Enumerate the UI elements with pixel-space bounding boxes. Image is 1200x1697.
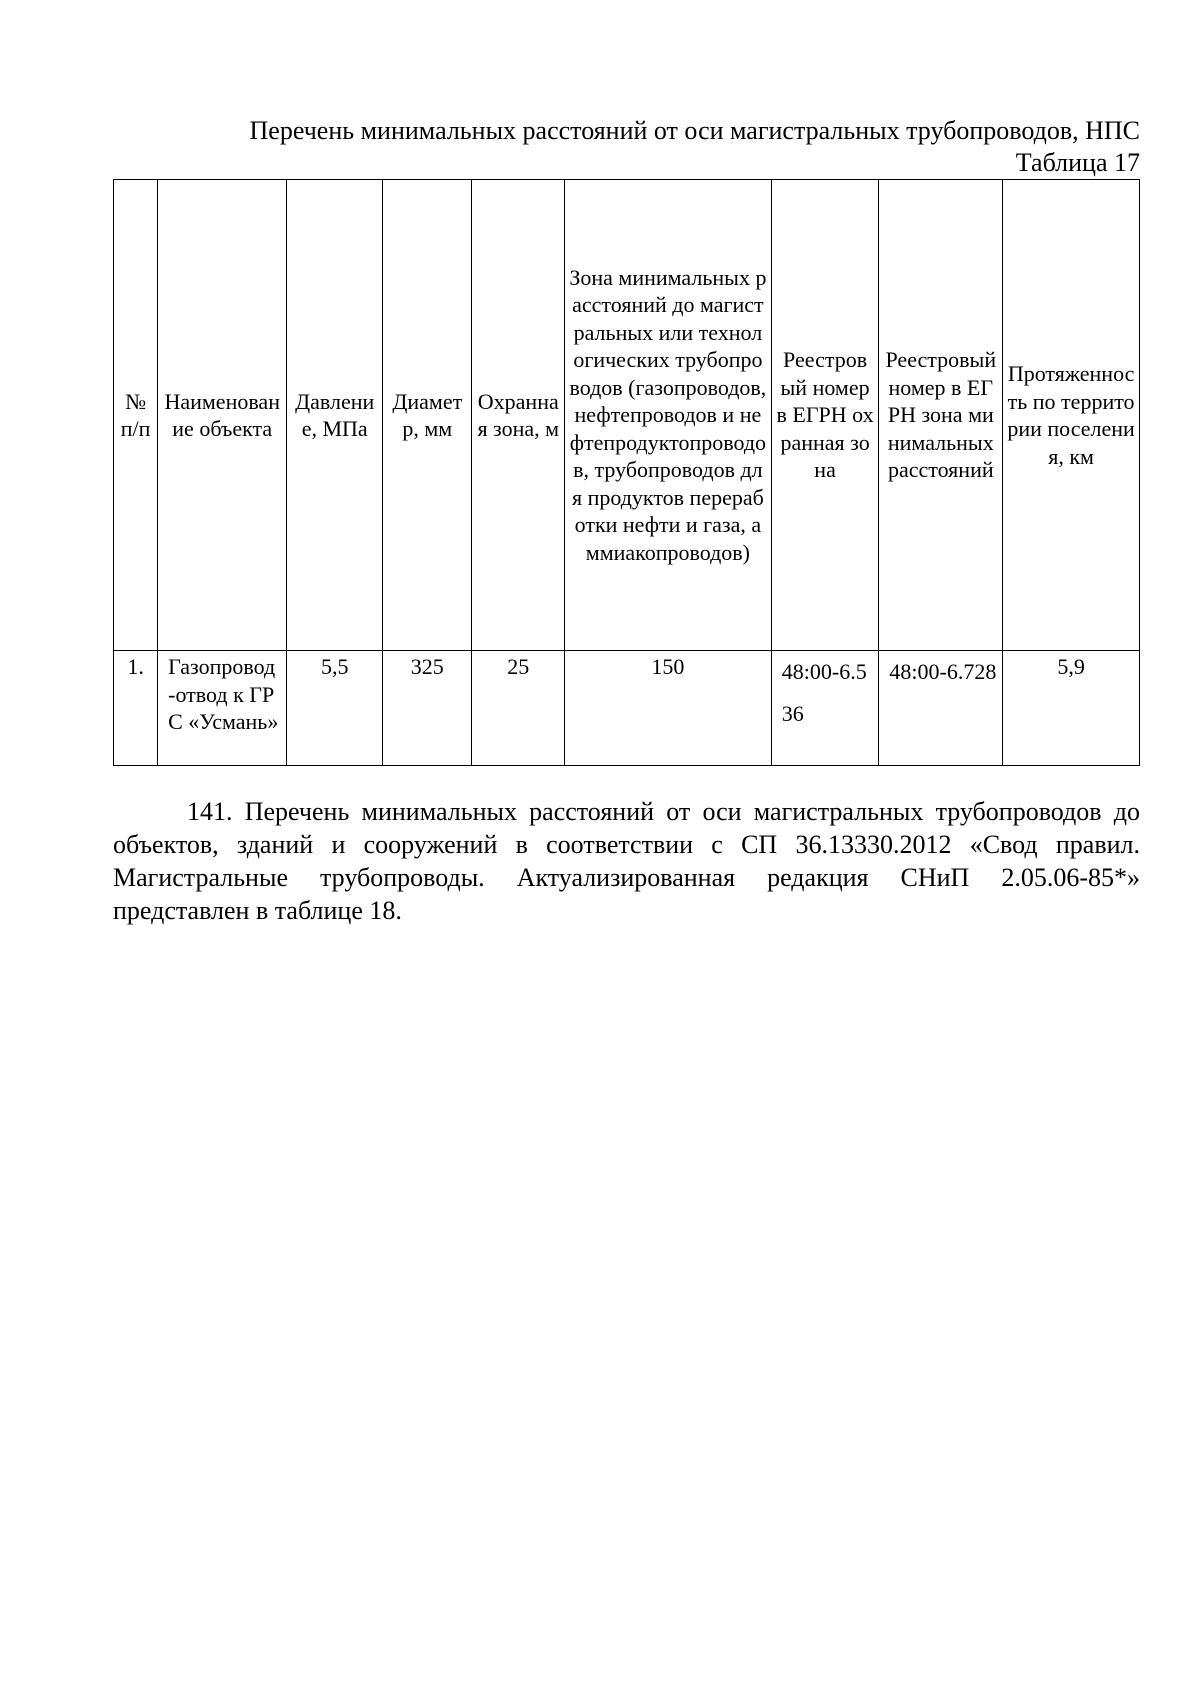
body-paragraph: 141. Перечень минимальных расстояний от оси магистральных трубопроводов до объектов, зданий и сооружений в соответствии с СП 36.13330.2012 «Свод правил. Магистральные трубопроводы. Актуализированная редакция СНиП 2.05.06-85*» представлен в таблице 18. [113, 797, 1140, 925]
cell-protection-zone: 25 [472, 651, 565, 766]
header-protection-zone: Охранная зона, м [472, 180, 565, 651]
header-length: Протяженность по территории поселения, км [1003, 180, 1140, 651]
pipelines-table [113, 179, 1140, 766]
header-name: Наименование объекта [158, 180, 287, 651]
cell-registry-protection: 48:00-6.536 [771, 651, 879, 766]
table-number: Таблица 17 [1015, 148, 1140, 177]
header-num: № п/п [114, 180, 158, 651]
cell-num: 1. [114, 651, 158, 766]
cell-diameter: 325 [383, 651, 472, 766]
header-diameter: Диаметр, мм [383, 180, 472, 651]
cell-min-distance-zone: 150 [565, 651, 772, 766]
header-min-distance-zone: Зона минимальных расстояний до магистральных или технологических трубопроводов (газопроводов, нефтепроводов и нефтепродуктопроводов, трубопроводов для продуктов переработки нефти и газа, аммиакопроводов) [565, 180, 772, 651]
header-pressure: Давление, МПа [287, 180, 383, 651]
table-row [114, 651, 1140, 766]
table-header-row [114, 180, 1140, 651]
cell-pressure: 5,5 [287, 651, 383, 766]
cell-registry-min-distance: 48:00-6.728 [879, 651, 1003, 766]
header-registry-min-distance: Реестровый номер в ЕГРН зона минимальных расстояний [879, 180, 1003, 651]
page-title: Перечень минимальных расстояний от оси магистральных трубопроводов, НПС [249, 116, 1140, 145]
cell-length: 5,9 [1003, 651, 1140, 766]
header-registry-protection: Реестровый номер в ЕГРН охранная зона [771, 180, 879, 651]
cell-name: Газопровод-отвод к ГРС «Усмань» [158, 651, 287, 766]
